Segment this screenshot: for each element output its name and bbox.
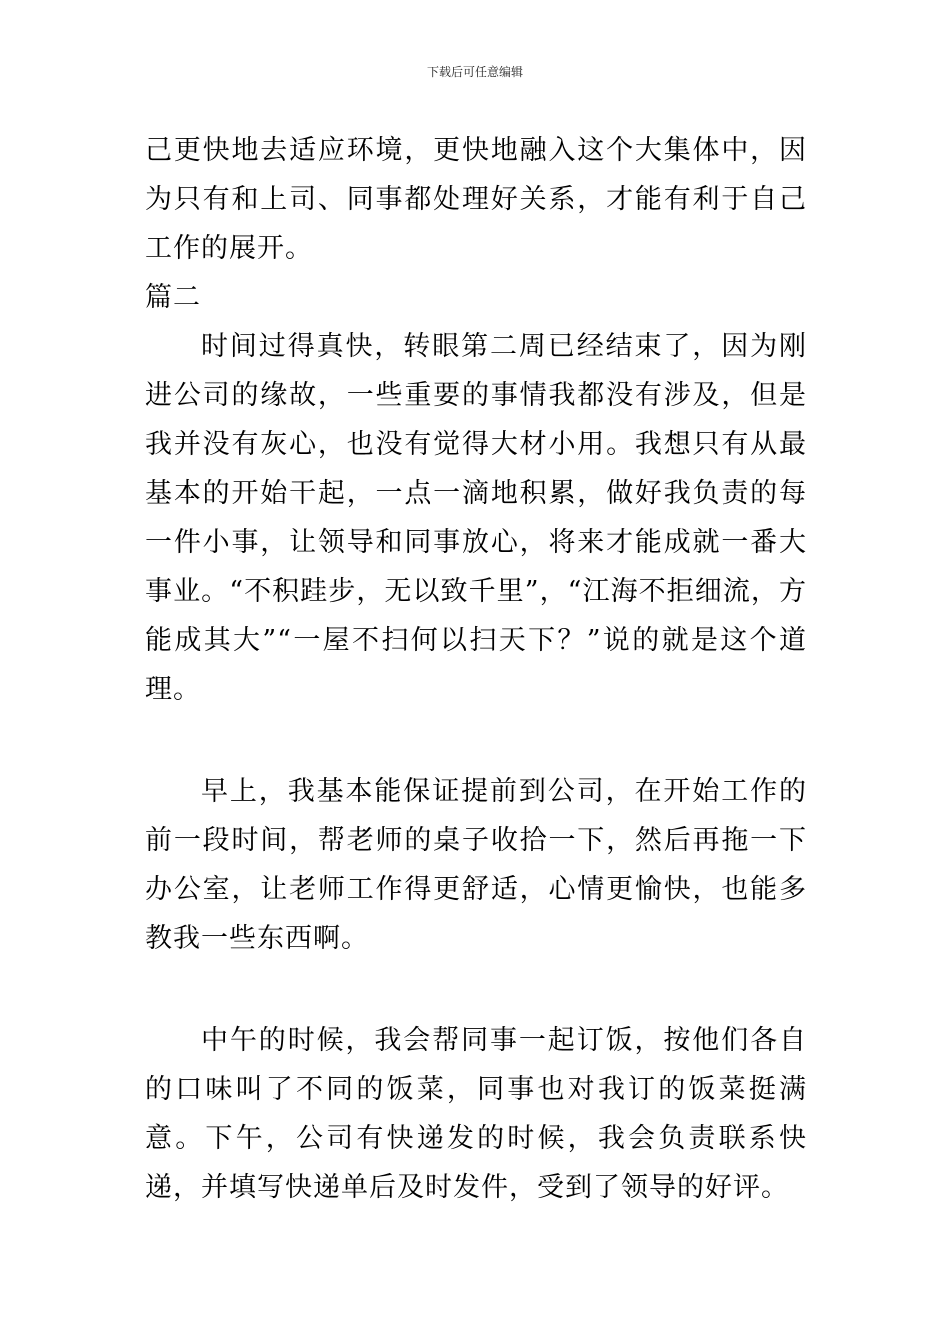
section-heading: 篇二	[145, 282, 201, 313]
paragraph-week-summary: 时间过得真快，转眼第二周已经结束了，因为刚进公司的缘故，一些重要的事情我都没有涉及，但是我并没有灰心，也没有觉得大材小用。我想只有从最基本的开始干起，一点一滴地积累，做好我负责的每一件小事，让领导和同事放心，将来才能成就一番大事业。“不积跬步，无以致千里”，“江海不拒细流，方能成其大”“一屋不扫何以扫天下？”说的就是这个道理。	[145, 331, 807, 705]
paragraph-continuation: 己更快地去适应环境，更快地融入这个大集体中，因为只有和上司、同事都处理好关系，才能有利于自己工作的展开。	[145, 135, 807, 264]
paragraph-noon-afternoon: 中午的时候，我会帮同事一起订饭，按他们各自的口味叫了不同的饭菜，同事也对我订的饭菜挺满意。下午，公司有快递发的时候，我会负责联系快递，并填写快递单后及时发件，受到了领导的好评。	[145, 1025, 807, 1203]
page-header: 下载后可任意编辑	[426, 65, 523, 79]
document-body	[145, 126, 807, 1212]
paragraph-morning: 早上，我基本能保证提前到公司，在开始工作的前一段时间，帮老师的桌子收拾一下，然后再拖一下办公室，让老师工作得更舒适，心情更愉快，也能多教我一些东西啊。	[145, 776, 807, 954]
